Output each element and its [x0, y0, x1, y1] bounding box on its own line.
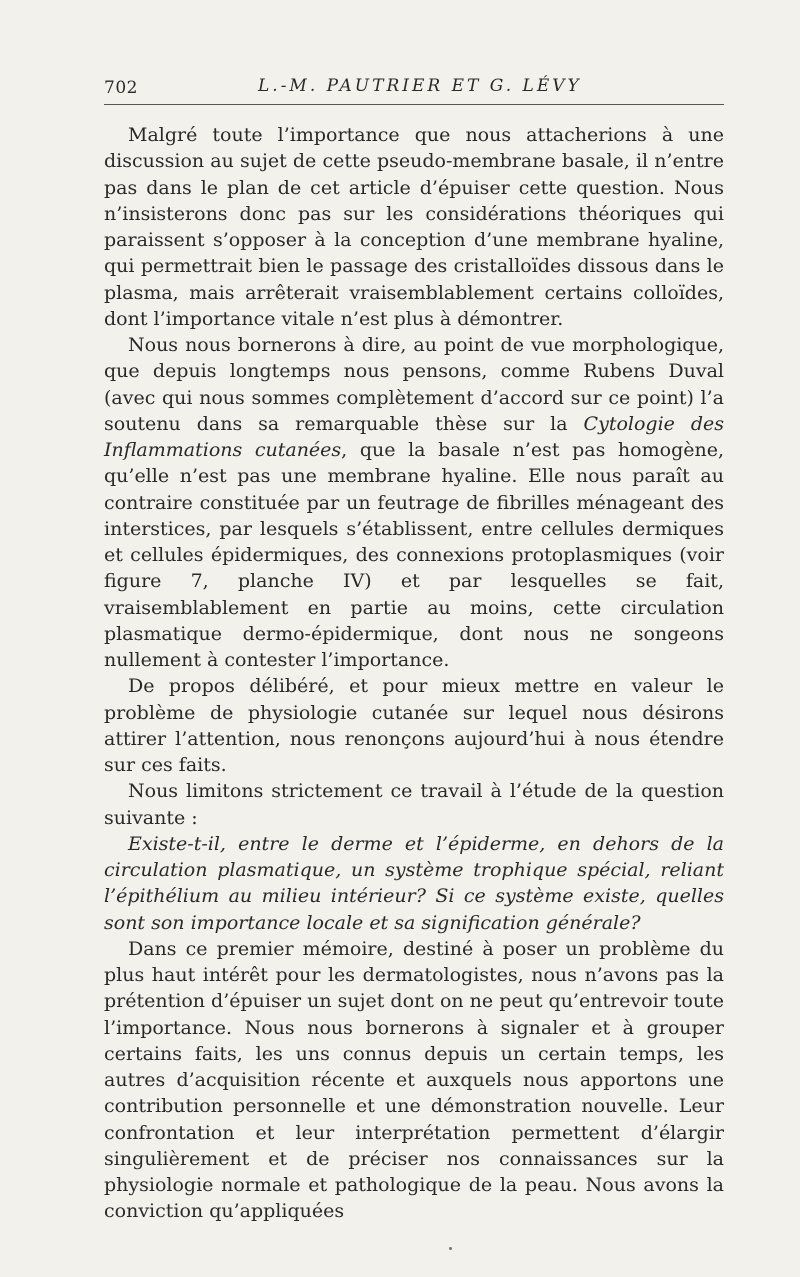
printer-mark — [449, 1247, 452, 1250]
paragraph — [104, 332, 724, 673]
question-paragraph — [104, 831, 724, 936]
body-text — [104, 122, 724, 1225]
paragraph-text: Nous nous bornerons à dire, au point de vue morphologique, que depuis longtemps nous pensons, comme Rubens Duval (avec qui nous sommes complètement d’accord sur ce point) l’a soutenu dans sa remarquable thèse sur la — [104, 334, 724, 435]
page — [104, 74, 724, 1225]
page-number: 702 — [104, 78, 138, 98]
running-head — [104, 74, 724, 105]
paragraph: De propos délibéré, et pour mieux mettre en valeur le problème de physiologie cutanée sur lequel nous désirons attirer l’attention, nous renonçons aujourd’hui à nous étendre sur ces faits. — [104, 675, 724, 776]
running-title-authors: L.-M. PAUTRIER ET G. LÉVY — [258, 76, 582, 96]
paragraph: Nous limitons strictement ce travail à l’étude de la question suivante : — [104, 780, 724, 829]
cited-title: Cytologie des Inflammations cutanées — [104, 412, 724, 461]
paragraph: Malgré toute l’importance que nous attacherions à une discussion au sujet de cette pseudo-membrane basale, il n’entre pas dans le plan de cet article d’épuiser cette question. Nous n’insisterons donc pas sur les considérations théoriques qui paraissent s’opposer à la conception d’une membrane hyaline, qui permettrait bien le passage des cristalloïdes dissous dans le plasma, mais arrêterait vraisemblablement certains colloïdes, dont l’importance vitale n’est plus à démontrer. — [104, 124, 724, 330]
research-question: Existe-t-il, entre le derme et l’épiderme, en dehors de la circulation plasmatique, un système trophique spécial, reliant l’épithélium au milieu intérieur? Si ce système existe, quelles sont son importance locale et sa signification générale? — [104, 832, 724, 934]
paragraph: Dans ce premier mémoire, destiné à poser un problème du plus haut intérêt pour les dermatologistes, nous n’avons pas la prétention d’épuiser un sujet dont on ne peut qu’entrevoir toute l’importance. Nous nous bornerons à signaler et à grouper certains faits, les uns connus depuis un certain temps, les autres d’acquisition récente et auxquels nous apportons une contribution personnelle et une démonstration nouvelle. Leur confrontation et leur interprétation permettent d’élargir singulièrement et de préciser nos connaissances sur la physiologie normale et pathologique de la peau. Nous avons la conviction qu’appliquées — [104, 937, 724, 1223]
paragraph-text: , que la basale n’est pas homogène, qu’elle n’est pas une membrane hyaline. Elle nous paraît au contraire constituée par un feutrage de fibrilles ménageant des interstices, par lesquels s’établissent, entre cellules dermiques et cellules épidermiques, des connexions protoplasmiques (voir figure 7, planche IV) et par lesquelles se fait, vraisemblablement en partie au moins, cette circulation plasmatique dermo-épidermique, dont nous ne songeons nullement à contester l’importance. — [104, 439, 724, 671]
